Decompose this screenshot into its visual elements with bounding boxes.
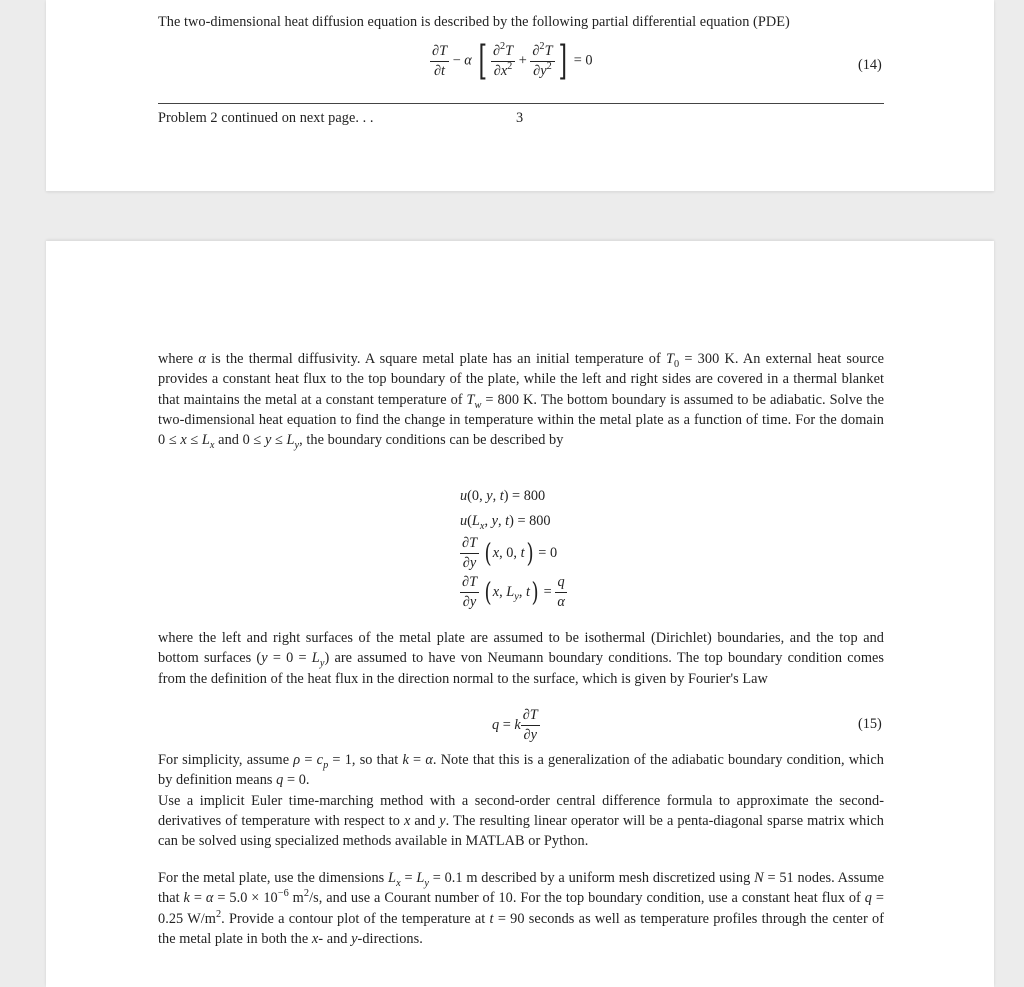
footer-rule <box>158 103 884 104</box>
equation-14-number: (14) <box>858 57 882 73</box>
bc-top: $\frac{\partial T}{\partial y}$ ( x, $L_y$, t) = $\frac{q}{\alpha}$ <box>462 574 565 610</box>
paragraph-problem-statement: where α is the thermal diffusivity. A square metal plate has an initial temperature of $T_0 = 300$ K. An external heat source provides a constant heat flux to the top boundary of the plate, while the left and right sides are covered in a thermal blanket that maintains the metal at a constant temperature of $T_w = 800$ K. The bottom boundary is assumed to be adiabatic. Solve the two-dimensional heat equation to find the change in temperature within the metal plate as a function of time. For the domain $0 \le x \le L_x$ and $0 \le y \le L_y$, the boundary conditions can be described by <box>158 351 885 452</box>
equation-15: q = k $\frac{\partial T}{\partial y}$ <box>492 707 538 743</box>
bc-bottom: $\frac{\partial T}{\partial y}$ ( x, 0, t) = 0 <box>462 535 558 571</box>
page-3 <box>46 0 994 191</box>
pde-intro-text: The two-dimensional heat diffusion equation is described by the following partial differential equation (PDE) <box>158 14 790 30</box>
page-number: 3 <box>516 110 524 126</box>
equation-15-number: (15) <box>858 716 882 732</box>
bc-right: $u(L_x$, y, t) = 800 <box>460 513 551 532</box>
paragraph-parameters: For the metal plate, use the dimensions $L_x = L_y = 0.1$ m described by a uniform mesh discretized using N = 51 nodes. Assume that $k = \alpha = 5.0 \times 10^{-6}$ $m^2/s$, and use a Courant number of 10. For the top boundary condition, use a constant heat flux of q = 0.25 $W/m^2$. Provide a contour plot of the temperature at t = 90 seconds as well as temperature profiles through the center of the metal plate in both the x- and y-directions. <box>158 870 885 947</box>
equation-14: $\frac{\partial T}{\partial t}$ − α [ $\frac{\partial^2T}{\partial x^2}$ + $\frac{\partial^2T}{\partial y^2}$ ] = 0 <box>432 38 593 84</box>
paragraph-boundary-description: where the left and right surfaces of the metal plate are assumed to be isothermal (Dirichlet) boundaries, and the top and bottom surfaces $(y = 0 = L_y)$ are assumed to have von Neumann boundary conditions. The top boundary condition comes from the definition of the heat flux in the direction normal to the surface, which is given by Fourier's Law <box>158 630 885 687</box>
page-4 <box>46 241 994 987</box>
continued-note: Problem 2 continued on next page. . . <box>158 110 374 126</box>
bc-left: u(0, y, t) = 800 <box>460 488 546 504</box>
paragraph-simplification: For simplicity, assume $\rho = c_p = 1$, so that k = α. Note that this is a generalization of the adiabatic boundary condition, which by definition means q = 0. Use a implicit Euler time-marching method with a second-order central difference formula to approximate the second-derivatives of temperature with respect to x and y. The resulting linear operator will be a penta-diagonal sparse matrix which can be solved using specialized methods available in MATLAB or Python. <box>158 752 885 850</box>
